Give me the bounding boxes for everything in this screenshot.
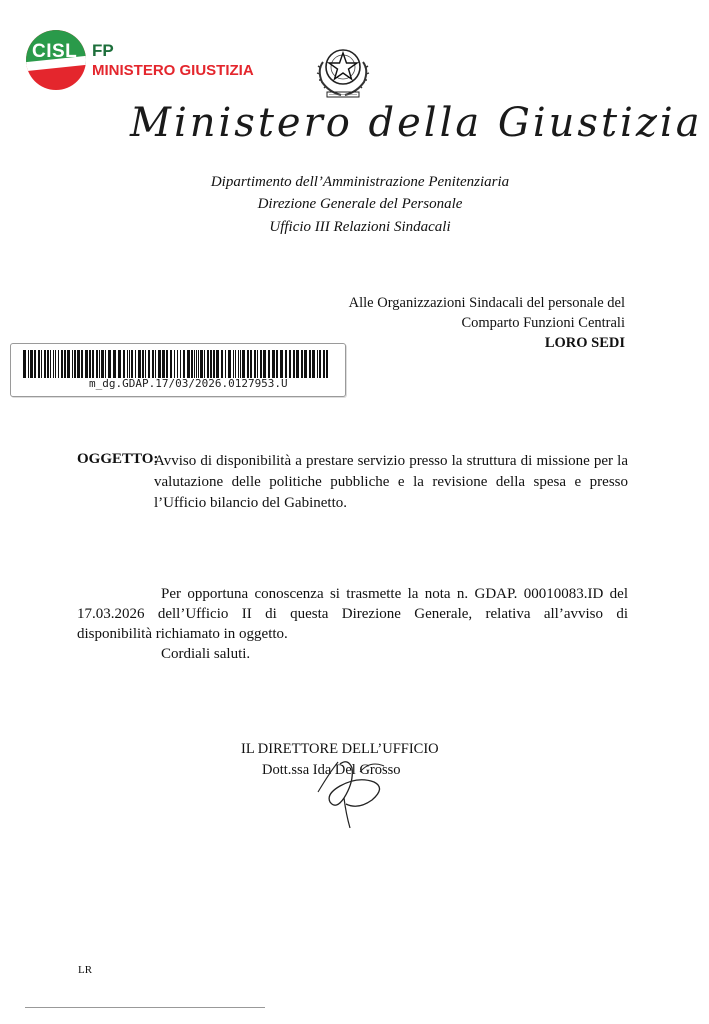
office-name: Ufficio III Relazioni Sindacali xyxy=(269,219,451,235)
italian-republic-emblem-icon xyxy=(313,40,373,102)
logo-subtitle-text: MINISTERO GIUSTIZIA xyxy=(92,62,254,79)
cisl-fp-logo xyxy=(26,30,256,90)
department-name: Dipartimento dell’Amministrazione Penitenziaria xyxy=(210,174,510,190)
cisl-logo-circle xyxy=(26,30,86,90)
recipient-line-1: Alle Organizzazioni Sindacali del personale del xyxy=(348,295,625,311)
footer-divider xyxy=(25,1007,265,1008)
logo-brand-text: CISL xyxy=(32,41,78,62)
protocol-stamp xyxy=(10,343,346,397)
subject-label: OGGETTO: xyxy=(77,451,159,467)
author-initials: LR xyxy=(78,964,93,976)
closing-greeting: Cordiali saluti. xyxy=(161,646,251,662)
barcode-icon xyxy=(23,350,329,378)
recipient-line-2: Comparto Funzioni Centrali xyxy=(461,315,625,331)
recipient-line-3: LORO SEDI xyxy=(544,335,625,351)
subject-text: Avviso di disponibilità a prestare servizio presso la struttura di missione per la valutazione delle politiche pubbliche e la revisione della spesa e presso l’Ufficio bilancio del Gabinetto. xyxy=(154,453,628,511)
body-line-1: Per opportuna conoscenza si trasmette la nota n. GDAP. 00010083.ID del xyxy=(161,586,628,602)
logo-suffix-text: FP xyxy=(92,41,114,60)
body-line-2: 17.03.2026 dell’Ufficio II di questa Direzione Generale, relativa all’avviso di xyxy=(77,606,628,622)
handwritten-signature-icon xyxy=(300,752,410,832)
signatory-name: Dott.ssa Ida Del Grosso xyxy=(262,762,401,778)
protocol-number: m_dg.GDAP.17/03/2026.0127953.U xyxy=(89,377,288,390)
body-line-3: disponibilità richiamato in oggetto. xyxy=(77,626,288,642)
directorate-name: Direzione Generale del Personale xyxy=(257,196,463,212)
ministry-title: Ministero della Giustizia xyxy=(130,100,703,146)
signatory-title: IL DIRETTORE DELL’UFFICIO xyxy=(241,741,439,757)
